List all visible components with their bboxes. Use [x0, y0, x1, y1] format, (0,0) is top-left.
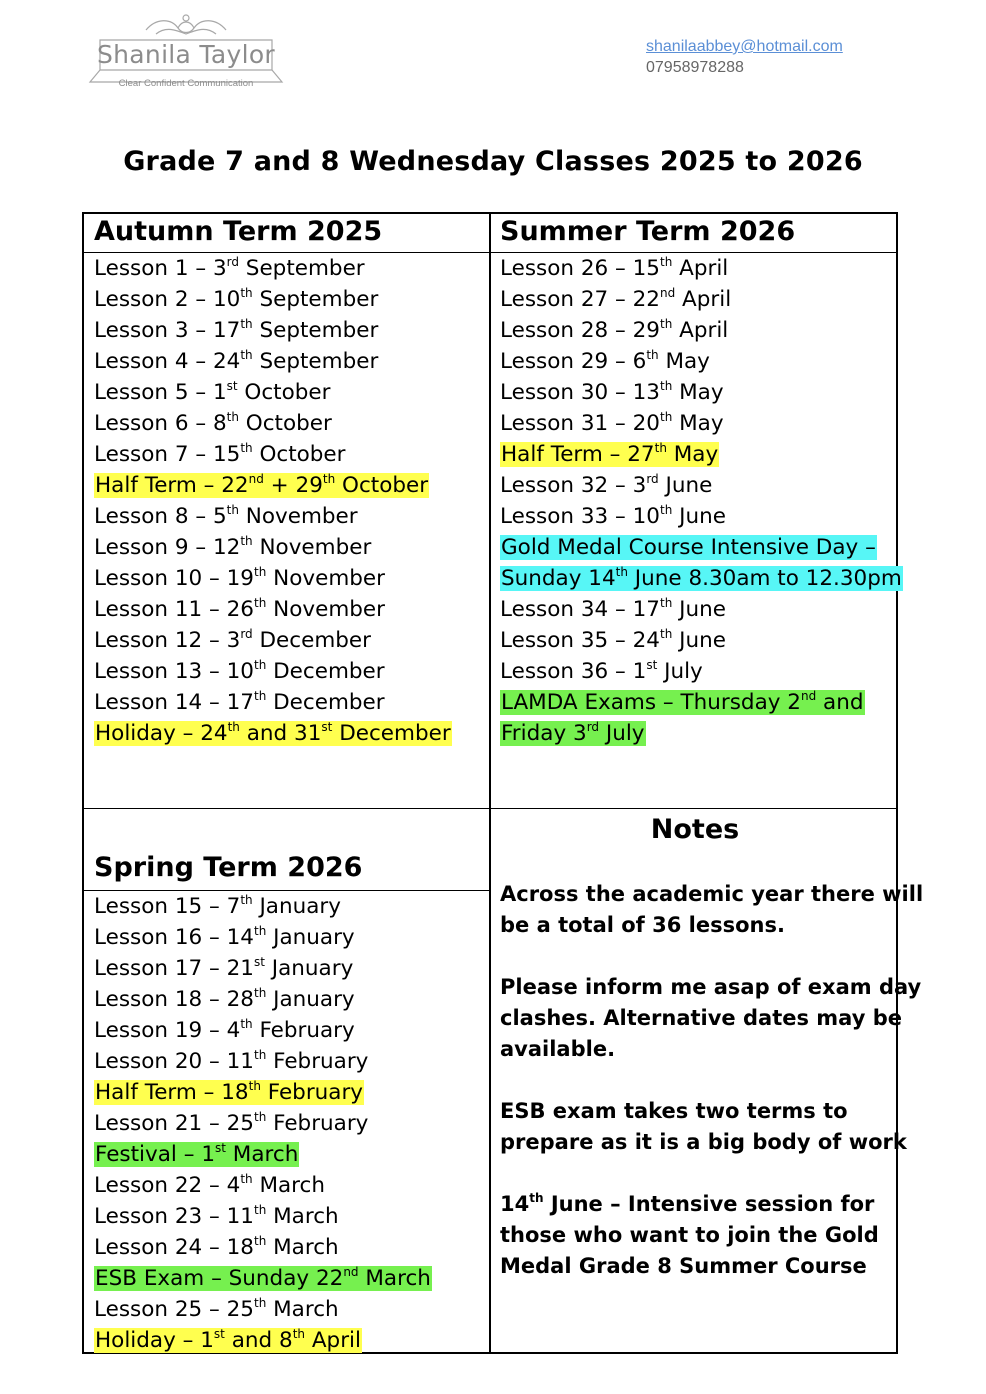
ordinal-suffix: th: [240, 892, 253, 907]
line-text: [94, 1173, 325, 1198]
notes-body: [500, 879, 924, 1282]
list-item: [94, 439, 452, 470]
text-segment: Lesson 32 – 3: [500, 473, 647, 498]
ordinal-suffix: th: [226, 502, 239, 517]
row-divider: [82, 808, 898, 809]
logo-tagline: Clear Confident Communication: [118, 78, 254, 89]
line-text: [94, 318, 378, 343]
ordinal-suffix: th: [615, 564, 628, 579]
text-segment: Lesson 5 – 1: [94, 380, 227, 405]
text-segment: November: [238, 504, 358, 529]
list-item: [500, 377, 903, 408]
line-text: [94, 628, 371, 653]
list-item: [94, 377, 452, 408]
highlighted-text: [500, 442, 719, 467]
list-item: [94, 284, 452, 315]
line-text: [500, 659, 703, 684]
line-text: [94, 659, 385, 684]
text-segment: December: [252, 628, 371, 653]
text-segment: Lesson 9 – 12: [94, 535, 241, 560]
text-segment: December: [266, 690, 385, 715]
text-segment: June 8.30am to 12.30pm: [627, 566, 902, 591]
list-item: [94, 922, 432, 953]
text-segment: Lesson 6 – 8: [94, 411, 227, 436]
ordinal-suffix: nd: [659, 285, 676, 300]
text-segment: November: [266, 597, 385, 622]
line-text: [94, 442, 346, 467]
highlighted-text: [94, 473, 429, 498]
text-segment: those who want to join the Gold: [500, 1223, 879, 1247]
line-text: [500, 882, 923, 906]
text-segment: Lesson 2 – 10: [94, 287, 241, 312]
ordinal-suffix: th: [253, 657, 267, 672]
ordinal-suffix: th: [646, 347, 659, 362]
text-segment: Lesson 10 – 19: [94, 566, 254, 591]
text-segment: December: [332, 721, 451, 746]
line-text: [94, 1049, 368, 1074]
notes-line: [500, 1220, 892, 1251]
text-segment: Lesson 16 – 14: [94, 925, 254, 950]
line-text: [94, 894, 341, 919]
text-segment: September: [252, 349, 379, 374]
list-item: [94, 625, 452, 656]
highlighted-text: [94, 1080, 364, 1105]
ordinal-suffix: rd: [646, 471, 659, 486]
text-segment: ESB exam takes two terms to: [500, 1099, 848, 1123]
logo: [86, 12, 286, 90]
text-segment: September: [238, 256, 365, 281]
list-item: [94, 1294, 432, 1325]
list-item: [94, 501, 452, 532]
text-segment: February: [266, 1111, 369, 1136]
ordinal-suffix: th: [529, 1191, 544, 1205]
text-segment: Lesson 24 – 18: [94, 1235, 254, 1260]
line-text: [500, 597, 726, 622]
list-item: [500, 656, 903, 687]
text-segment: March: [252, 1173, 325, 1198]
text-segment: July: [657, 659, 703, 684]
list-item: [94, 470, 452, 501]
text-segment: March: [266, 1297, 339, 1322]
highlighted-text: [94, 1328, 362, 1353]
list-item: [500, 718, 903, 749]
line-text: [94, 287, 378, 312]
text-segment: LAMDA Exams – Thursday 2: [501, 690, 801, 715]
list-item: [94, 532, 452, 563]
list-item: [500, 470, 903, 501]
summer-lessons-list: [500, 253, 903, 749]
text-segment: Lesson 30 – 13: [500, 380, 660, 405]
line-text: [500, 380, 724, 405]
list-item: [500, 532, 903, 563]
paragraph-gap: [500, 1065, 892, 1096]
list-item: [94, 594, 452, 625]
ordinal-suffix: st: [646, 657, 658, 672]
text-segment: Lesson 22 – 4: [94, 1173, 241, 1198]
text-segment: Lesson 3 – 17: [94, 318, 241, 343]
logo-name: Shanila Taylor: [96, 40, 275, 69]
list-item: [500, 501, 903, 532]
ordinal-suffix: th: [322, 471, 336, 486]
email-link[interactable]: shanilaabbey@hotmail.com: [646, 38, 843, 55]
text-segment: Lesson 27 – 22: [500, 287, 660, 312]
text-segment: January: [266, 987, 355, 1012]
list-item: [94, 1263, 432, 1294]
text-segment: Lesson 18 – 28: [94, 987, 254, 1012]
list-item: [94, 1015, 432, 1046]
list-item: [500, 594, 903, 625]
list-item: [94, 346, 452, 377]
page-title: Grade 7 and 8 Wednesday Classes 2025 to 2026: [123, 146, 863, 177]
text-segment: Gold Medal Course Intensive Day –: [501, 535, 876, 560]
line-text: [500, 1130, 907, 1154]
line-text: [94, 690, 385, 715]
list-item: [94, 1046, 432, 1077]
text-segment: May: [672, 380, 724, 405]
text-segment: Lesson 4 – 24: [94, 349, 241, 374]
text-segment: Lesson 20 – 11: [94, 1049, 254, 1074]
text-segment: available.: [500, 1037, 616, 1061]
text-segment: Lesson 8 – 5: [94, 504, 227, 529]
text-segment: Lesson 34 – 17: [500, 597, 660, 622]
notes-line: [500, 910, 892, 941]
text-segment: January: [266, 925, 355, 950]
text-segment: September: [252, 318, 379, 343]
list-item: [500, 439, 903, 470]
ordinal-suffix: th: [240, 285, 253, 300]
text-segment: September: [252, 287, 379, 312]
text-segment: April: [675, 287, 732, 312]
list-item: [94, 1139, 432, 1170]
text-segment: Lesson 21 – 25: [94, 1111, 254, 1136]
text-segment: June: [672, 597, 726, 622]
ordinal-suffix: th: [253, 1202, 267, 1217]
paragraph-gap: [500, 941, 892, 972]
text-segment: Lesson 33 – 10: [500, 504, 660, 529]
list-item: [500, 284, 903, 315]
line-text: [500, 1254, 867, 1278]
text-segment: Half Term – 27: [501, 442, 655, 467]
text-segment: Sunday 14: [501, 566, 616, 591]
contact-info: [646, 36, 843, 78]
line-text: [500, 473, 712, 498]
line-text: [500, 318, 728, 343]
notes-line: [500, 1189, 892, 1220]
ordinal-suffix: st: [226, 378, 238, 393]
notes-heading: Notes: [650, 814, 740, 845]
text-segment: Half Term – 22: [95, 473, 249, 498]
text-segment: Lesson 17 – 21: [94, 956, 254, 981]
ordinal-suffix: th: [226, 409, 239, 424]
ordinal-suffix: th: [253, 1295, 267, 1310]
text-segment: and 31: [239, 721, 322, 746]
line-text: [94, 597, 385, 622]
ordinal-suffix: th: [659, 626, 673, 641]
text-segment: 14: [500, 1192, 530, 1216]
text-segment: Please inform me asap of exam day: [500, 975, 922, 999]
phone-number: 07958978288: [646, 59, 744, 76]
ordinal-suffix: nd: [248, 471, 264, 486]
text-segment: October: [237, 380, 331, 405]
ordinal-suffix: th: [248, 1078, 261, 1093]
line-text: [500, 1006, 902, 1030]
line-text: [500, 349, 710, 374]
text-segment: March: [266, 1204, 339, 1229]
ordinal-suffix: st: [213, 1326, 225, 1341]
list-item: [94, 687, 452, 718]
text-segment: and: [816, 690, 864, 715]
text-segment: January: [252, 894, 341, 919]
ordinal-suffix: th: [253, 595, 267, 610]
ordinal-suffix: st: [253, 954, 265, 969]
notes-line: [500, 879, 924, 910]
text-segment: April: [672, 318, 729, 343]
line-text: [94, 535, 371, 560]
ordinal-suffix: th: [659, 502, 673, 517]
list-item: [94, 563, 452, 594]
line-text: [94, 925, 355, 950]
list-item: [94, 718, 452, 749]
line-text: [500, 1223, 879, 1247]
ordinal-suffix: rd: [226, 254, 239, 269]
text-segment: Lesson 15 – 7: [94, 894, 241, 919]
ordinal-suffix: th: [253, 564, 267, 579]
spring-term-heading: Spring Term 2026: [94, 852, 363, 883]
list-item: [94, 984, 432, 1015]
ordinal-suffix: th: [240, 1171, 253, 1186]
table-center-divider: [489, 212, 491, 1354]
ordinal-suffix: th: [253, 1047, 267, 1062]
text-segment: October: [238, 411, 332, 436]
line-text: [500, 411, 724, 436]
list-item: [500, 563, 903, 594]
text-segment: Across the academic year there will: [500, 882, 924, 906]
text-segment: April: [672, 256, 729, 281]
line-text: [94, 1018, 355, 1043]
text-segment: October: [252, 442, 346, 467]
text-segment: Lesson 12 – 3: [94, 628, 241, 653]
text-segment: October: [335, 473, 429, 498]
text-segment: Holiday – 1: [95, 1328, 214, 1353]
line-text: [500, 1192, 874, 1216]
text-segment: March: [358, 1266, 431, 1291]
list-item: [94, 253, 452, 284]
text-segment: Lesson 36 – 1: [500, 659, 647, 684]
text-segment: December: [266, 659, 385, 684]
autumn-term-heading: Autumn Term 2025: [94, 216, 383, 247]
ordinal-suffix: th: [659, 254, 673, 269]
text-segment: Lesson 35 – 24: [500, 628, 660, 653]
text-segment: February: [260, 1080, 364, 1105]
ordinal-suffix: st: [321, 719, 333, 734]
text-segment: Lesson 7 – 15: [94, 442, 241, 467]
line-text: [94, 411, 332, 436]
ordinal-suffix: th: [253, 688, 267, 703]
ordinal-suffix: th: [659, 409, 673, 424]
text-segment: March: [266, 1235, 339, 1260]
line-text: [94, 1204, 339, 1229]
notes-line: [500, 1096, 892, 1127]
text-segment: Lesson 29 – 6: [500, 349, 647, 374]
line-text: [500, 628, 726, 653]
notes-line: [500, 1003, 902, 1034]
text-segment: Half Term – 18: [95, 1080, 249, 1105]
highlighted-text: [500, 535, 877, 560]
line-text: [94, 1111, 368, 1136]
list-item: [94, 1325, 432, 1356]
highlighted-text: [500, 690, 865, 715]
list-item: [500, 408, 903, 439]
text-segment: Lesson 11 – 26: [94, 597, 254, 622]
ordinal-suffix: th: [659, 378, 673, 393]
line-text: [500, 1099, 848, 1123]
text-segment: Lesson 1 – 3: [94, 256, 227, 281]
notes-line: [500, 1034, 892, 1065]
spring-lessons-list: [94, 891, 432, 1356]
list-item: [94, 656, 452, 687]
text-segment: March: [225, 1142, 299, 1167]
ordinal-suffix: th: [253, 923, 267, 938]
text-segment: Lesson 28 – 29: [500, 318, 660, 343]
ordinal-suffix: th: [240, 533, 253, 548]
list-item: [94, 408, 452, 439]
highlighted-text: [500, 721, 646, 746]
text-segment: Friday 3: [501, 721, 587, 746]
text-segment: Lesson 19 – 4: [94, 1018, 241, 1043]
text-segment: April: [305, 1328, 361, 1353]
list-item: [94, 953, 432, 984]
text-segment: Lesson 23 – 11: [94, 1204, 254, 1229]
notes-line: [500, 1127, 907, 1158]
notes-line: [500, 972, 922, 1003]
text-segment: and 8: [224, 1328, 293, 1353]
ordinal-suffix: nd: [343, 1264, 359, 1279]
list-item: [94, 1201, 432, 1232]
ordinal-suffix: rd: [586, 719, 600, 734]
table-border-left: [82, 212, 84, 1354]
line-text: [500, 1037, 615, 1061]
line-text: [500, 287, 731, 312]
text-segment: Lesson 31 – 20: [500, 411, 660, 436]
line-text: [94, 1235, 339, 1260]
list-item: [94, 1170, 432, 1201]
line-text: [500, 975, 921, 999]
ordinal-suffix: th: [227, 719, 240, 734]
text-segment: ESB Exam – Sunday 22: [95, 1266, 344, 1291]
text-segment: May: [672, 411, 724, 436]
ordinal-suffix: th: [654, 440, 667, 455]
ordinal-suffix: th: [253, 985, 267, 1000]
line-text: [500, 256, 728, 281]
list-item: [500, 687, 903, 718]
line-text: [94, 1297, 339, 1322]
summer-term-heading: Summer Term 2026: [500, 216, 796, 247]
list-item: [94, 315, 452, 346]
list-item: [500, 625, 903, 656]
text-segment: + 29: [263, 473, 323, 498]
line-text: [94, 380, 330, 405]
list-item: [500, 346, 903, 377]
text-segment: Lesson 26 – 15: [500, 256, 660, 281]
text-segment: Lesson 13 – 10: [94, 659, 254, 684]
line-text: [94, 956, 353, 981]
text-segment: February: [252, 1018, 355, 1043]
highlighted-text: [500, 566, 903, 591]
text-segment: May: [666, 442, 719, 467]
line-text: [94, 566, 385, 591]
highlighted-text: [94, 721, 452, 746]
ordinal-suffix: th: [240, 347, 253, 362]
text-segment: prepare as it is a big body of work: [500, 1130, 907, 1154]
text-segment: November: [266, 566, 385, 591]
list-item: [94, 1232, 432, 1263]
highlighted-text: [94, 1142, 299, 1167]
text-segment: Holiday – 24: [95, 721, 228, 746]
line-text: [94, 504, 358, 529]
ordinal-suffix: th: [240, 440, 253, 455]
ordinal-suffix: th: [240, 316, 253, 331]
ordinal-suffix: th: [659, 595, 673, 610]
line-text: [500, 913, 785, 937]
ordinal-suffix: th: [253, 1233, 267, 1248]
text-segment: July: [599, 721, 645, 746]
list-item: [94, 891, 432, 922]
ordinal-suffix: th: [659, 316, 673, 331]
ordinal-suffix: th: [292, 1326, 305, 1341]
text-segment: June – Intensive session for: [543, 1192, 875, 1216]
text-segment: June: [672, 628, 726, 653]
text-segment: May: [658, 349, 710, 374]
list-item: [94, 1077, 432, 1108]
line-text: [500, 504, 726, 529]
text-segment: Lesson 25 – 25: [94, 1297, 254, 1322]
text-segment: February: [266, 1049, 369, 1074]
ordinal-suffix: th: [253, 1109, 267, 1124]
list-item: [94, 1108, 432, 1139]
text-segment: June: [658, 473, 713, 498]
text-segment: Medal Grade 8 Summer Course: [500, 1254, 867, 1278]
text-segment: January: [264, 956, 354, 981]
highlighted-text: [94, 1266, 432, 1291]
text-segment: Lesson 14 – 17: [94, 690, 254, 715]
notes-line: [500, 1251, 892, 1282]
ordinal-suffix: rd: [240, 626, 253, 641]
line-text: [94, 349, 378, 374]
text-segment: be a total of 36 lessons.: [500, 913, 785, 937]
line-text: [94, 256, 365, 281]
ordinal-suffix: nd: [800, 688, 817, 703]
text-segment: November: [252, 535, 372, 560]
ordinal-suffix: st: [215, 1140, 226, 1155]
text-segment: clashes. Alternative dates may be: [500, 1006, 902, 1030]
text-segment: June: [672, 504, 726, 529]
paragraph-gap: [500, 1158, 892, 1189]
text-segment: Festival – 1: [95, 1142, 215, 1167]
list-item: [500, 315, 903, 346]
autumn-lessons-list: [94, 253, 452, 749]
line-text: [94, 987, 355, 1012]
list-item: [500, 253, 903, 284]
ordinal-suffix: th: [240, 1016, 253, 1031]
